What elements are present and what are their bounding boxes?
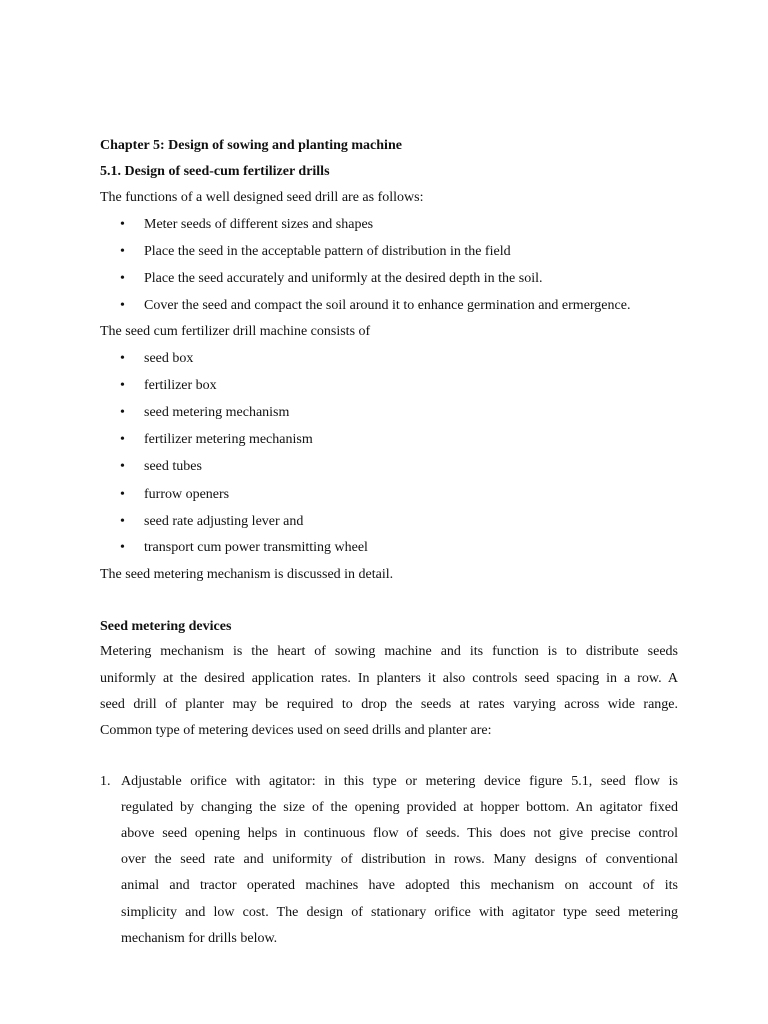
bullet-icon: • <box>120 378 125 393</box>
section-title: 5.1. Design of seed-cum fertilizer drills <box>100 164 330 179</box>
list-item: Place the seed in the acceptable pattern of distribution in the field <box>144 244 511 259</box>
paragraph-line: over the seed rate and uniformity of distribution in rows. Many designs of conventional <box>121 852 678 867</box>
bullet-icon: • <box>120 540 125 555</box>
list-item: seed box <box>144 351 194 366</box>
paragraph-line: Common type of metering devices used on seed drills and planter are: <box>100 723 492 738</box>
item-number: 1. <box>100 774 111 789</box>
paragraph-line: animal and tractor operated machines have adopted this mechanism on account of its <box>121 878 678 893</box>
list-item: seed metering mechanism <box>144 405 290 420</box>
list-item: furrow openers <box>144 487 230 502</box>
paragraph-line: seed drill of planter may be required to drop the seeds at rates varying across wide range. <box>100 697 678 712</box>
paragraph-line: regulated by changing the size of the opening provided at hopper bottom. An agitator fixed <box>121 800 678 815</box>
paragraph-line: Adjustable orifice with agitator: in this type or metering device figure 5.1, seed flow is <box>121 774 678 789</box>
list-item: fertilizer metering mechanism <box>144 432 313 447</box>
bullet-icon: • <box>120 217 125 232</box>
paragraph-line: uniformly at the desired application rates. In planters it also controls seed spacing in a row. A <box>100 671 678 686</box>
bullet-icon: • <box>120 405 125 420</box>
bullet-icon: • <box>120 298 125 313</box>
paragraph-line: simplicity and low cost. The design of stationary orifice with agitator type seed metering <box>121 905 678 920</box>
list-item: Meter seeds of different sizes and shapes <box>144 217 374 232</box>
paragraph-line: above seed opening helps in continuous flow of seeds. This does not give precise control <box>121 826 678 841</box>
chapter-title: Chapter 5: Design of sowing and planting machine <box>100 138 402 153</box>
list-item: Place the seed accurately and uniformly at the desired depth in the soil. <box>144 271 543 286</box>
bullet-icon: • <box>120 271 125 286</box>
components-intro: The seed cum fertilizer drill machine consists of <box>100 324 371 339</box>
functions-intro: The functions of a well designed seed drill are as follows: <box>100 190 424 205</box>
list-item: seed tubes <box>144 459 202 474</box>
bullet-icon: • <box>120 432 125 447</box>
components-outro: The seed metering mechanism is discussed in detail. <box>100 567 394 582</box>
bullet-icon: • <box>120 351 125 366</box>
paragraph-line: mechanism for drills below. <box>121 931 278 946</box>
paragraph-line: Metering mechanism is the heart of sowing machine and its function is to distribute seeds <box>100 644 678 659</box>
bullet-icon: • <box>120 514 125 529</box>
list-item: Cover the seed and compact the soil around it to enhance germination and ermergence. <box>144 298 631 313</box>
bullet-icon: • <box>120 459 125 474</box>
metering-heading: Seed metering devices <box>100 619 232 634</box>
bullet-icon: • <box>120 487 125 502</box>
list-item: seed rate adjusting lever and <box>144 514 304 529</box>
bullet-icon: • <box>120 244 125 259</box>
list-item: fertilizer box <box>144 378 217 393</box>
list-item: transport cum power transmitting wheel <box>144 540 368 555</box>
